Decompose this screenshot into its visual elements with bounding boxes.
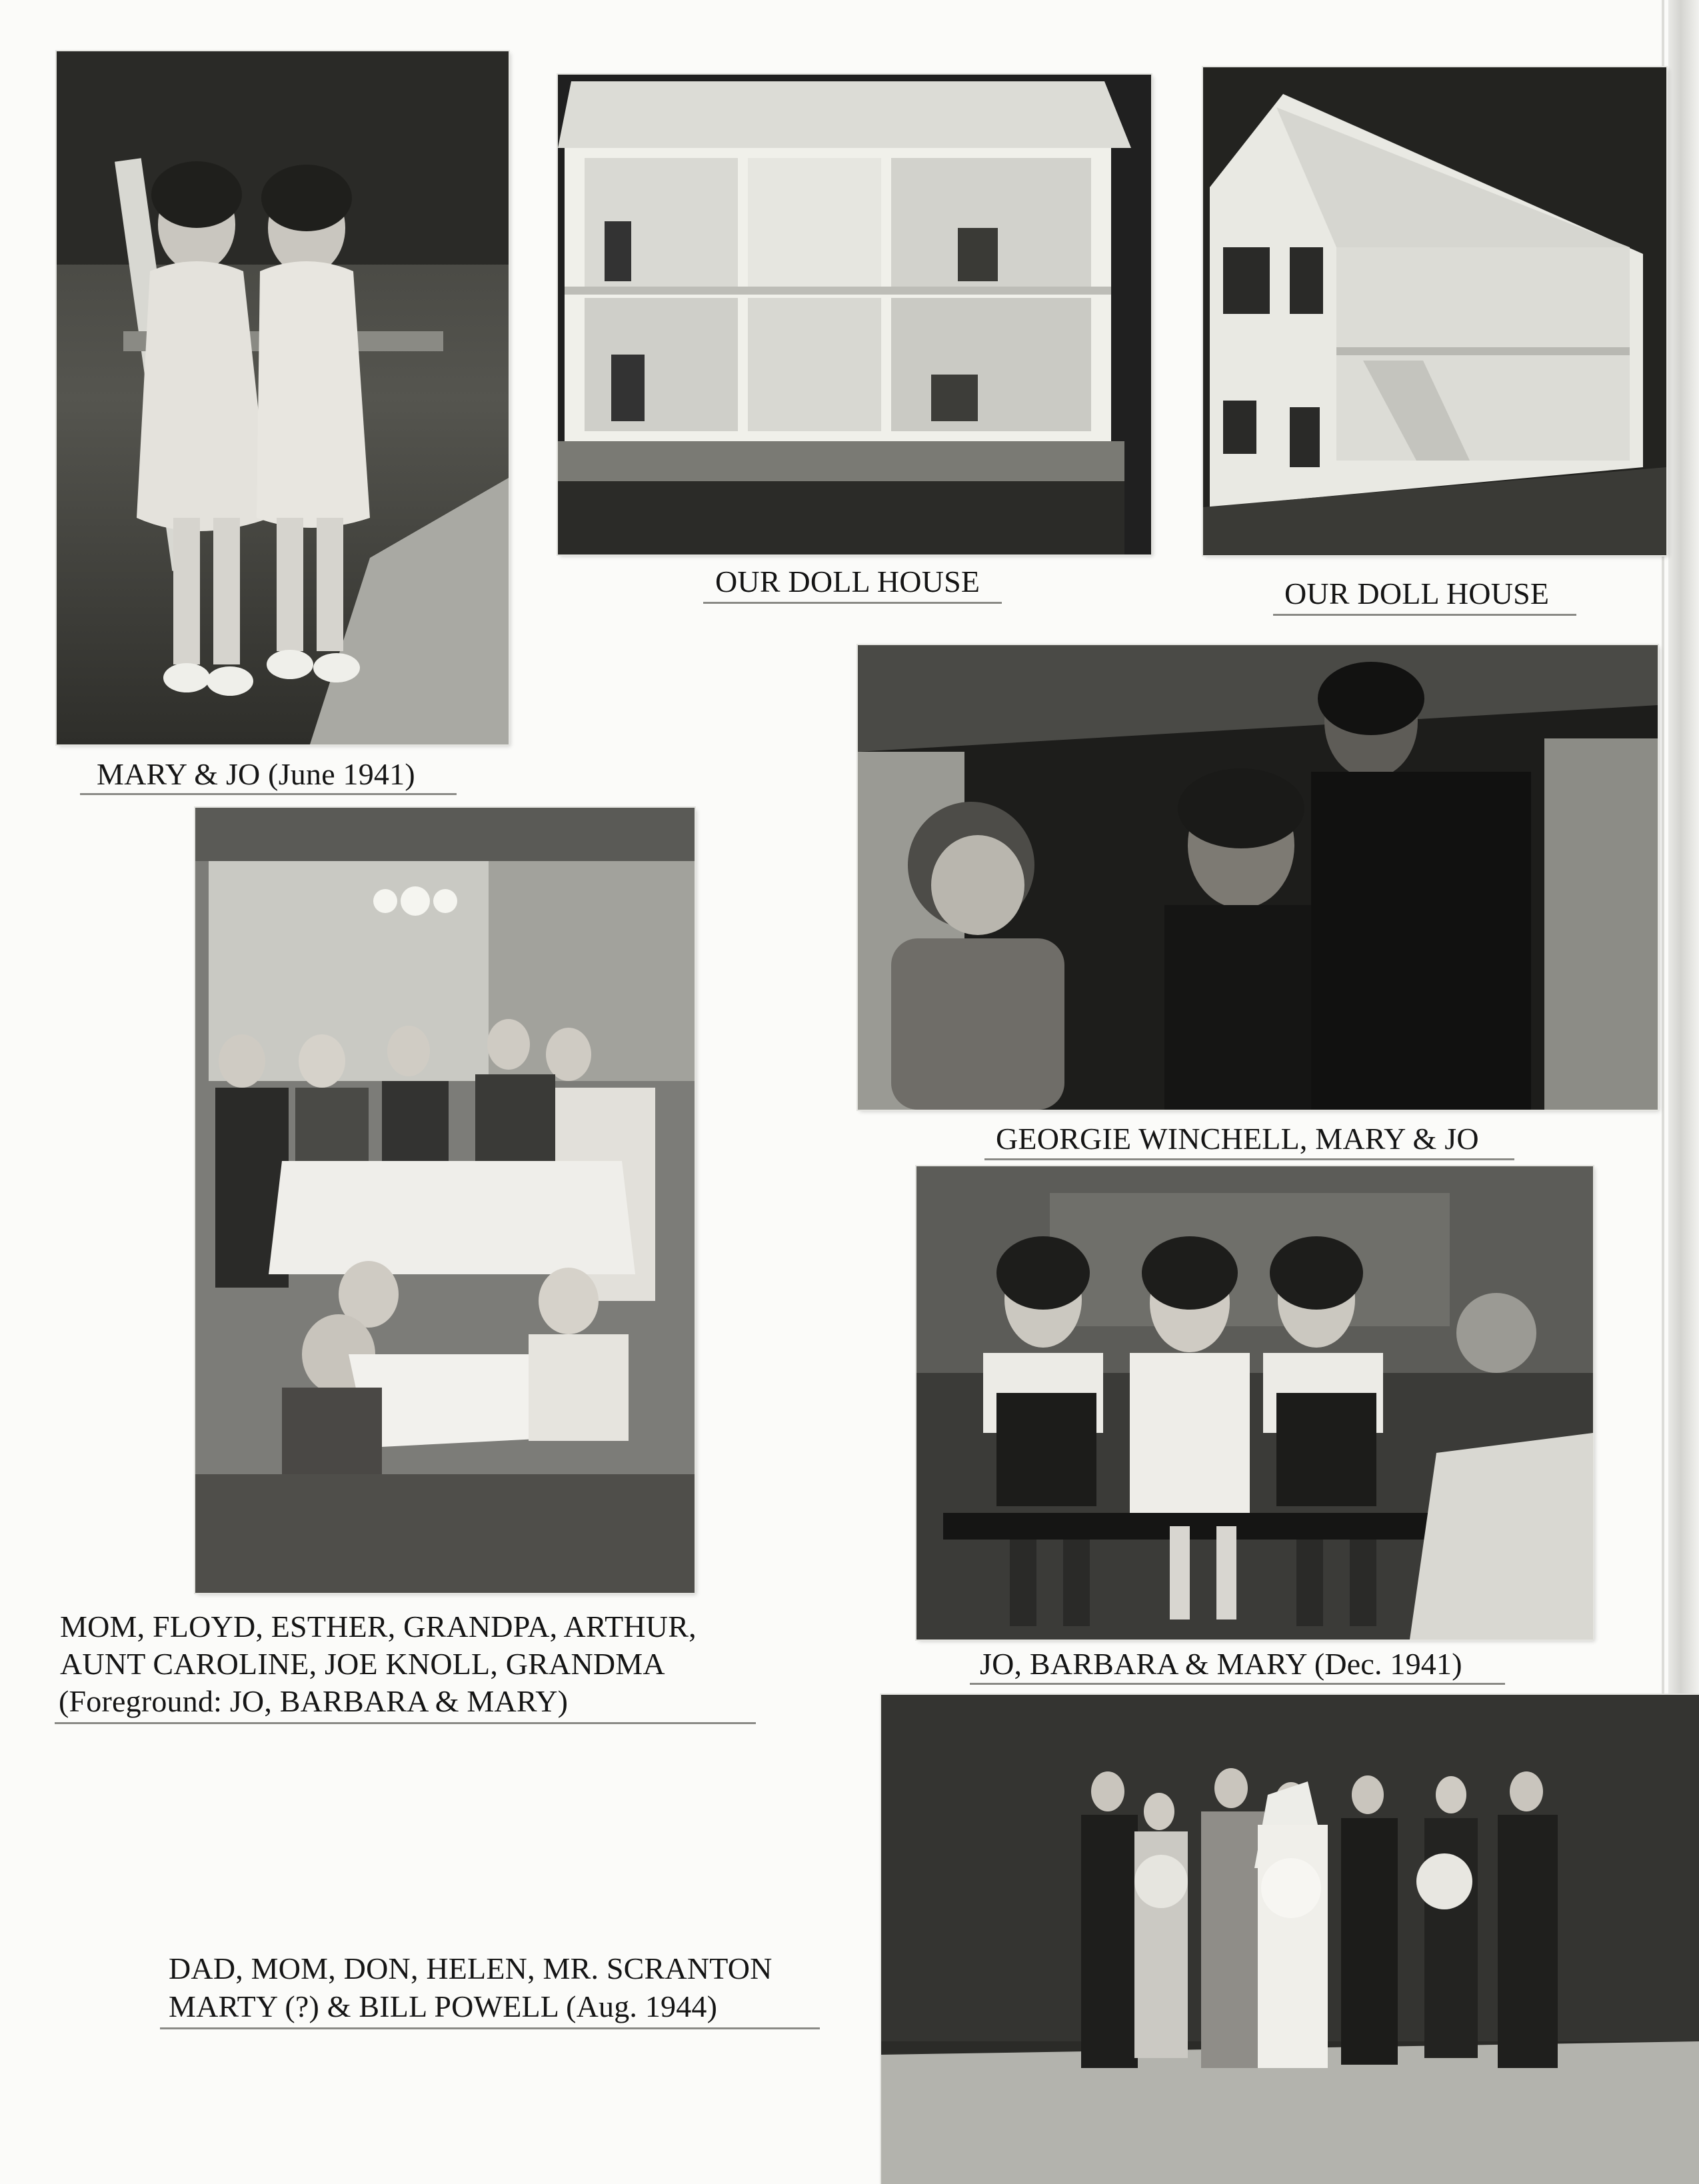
caption-wedding-line2: MARTY (?) & BILL POWELL (Aug. 1944): [169, 1989, 718, 2023]
caption-underline: [80, 793, 457, 795]
caption-underline: [984, 1158, 1514, 1160]
caption-doll-house-2: OUR DOLL HOUSE: [1284, 576, 1550, 610]
caption-mary-jo-june-1941: MARY & JO (June 1941): [97, 757, 415, 791]
photo-jo-barbara-mary-dec-1941: [916, 1166, 1593, 1639]
caption-underline: [1273, 614, 1576, 616]
caption-dinner-line1: MOM, FLOYD, ESTHER, GRANDPA, ARTHUR,: [60, 1610, 697, 1643]
caption-wedding-line1: DAD, MOM, DON, HELEN, MR. SCRANTON: [169, 1951, 773, 1985]
photo-mary-jo-june-1941: [57, 51, 509, 744]
caption-dinner-line2: AUNT CAROLINE, JOE KNOLL, GRANDMA: [60, 1647, 665, 1681]
caption-underline: [703, 602, 1002, 604]
caption-underline: [55, 1722, 756, 1724]
photo-doll-house-side: [1203, 67, 1666, 555]
caption-doll-house-1: OUR DOLL HOUSE: [715, 564, 980, 598]
caption-underline: [160, 2027, 820, 2029]
caption-underline: [970, 1683, 1505, 1685]
caption-georgie-mary-jo: GEORGIE WINCHELL, MARY & JO: [996, 1122, 1479, 1156]
photo-doll-house-front: [558, 75, 1151, 554]
photo-georgie-mary-jo: [858, 645, 1658, 1110]
photo-family-dinner: [195, 808, 695, 1593]
caption-dinner-line3: (Foreground: JO, BARBARA & MARY): [59, 1684, 569, 1718]
caption-jo-barbara-mary: JO, BARBARA & MARY (Dec. 1941): [980, 1647, 1462, 1681]
photo-wedding-party-aug-1944: [881, 1695, 1699, 2184]
